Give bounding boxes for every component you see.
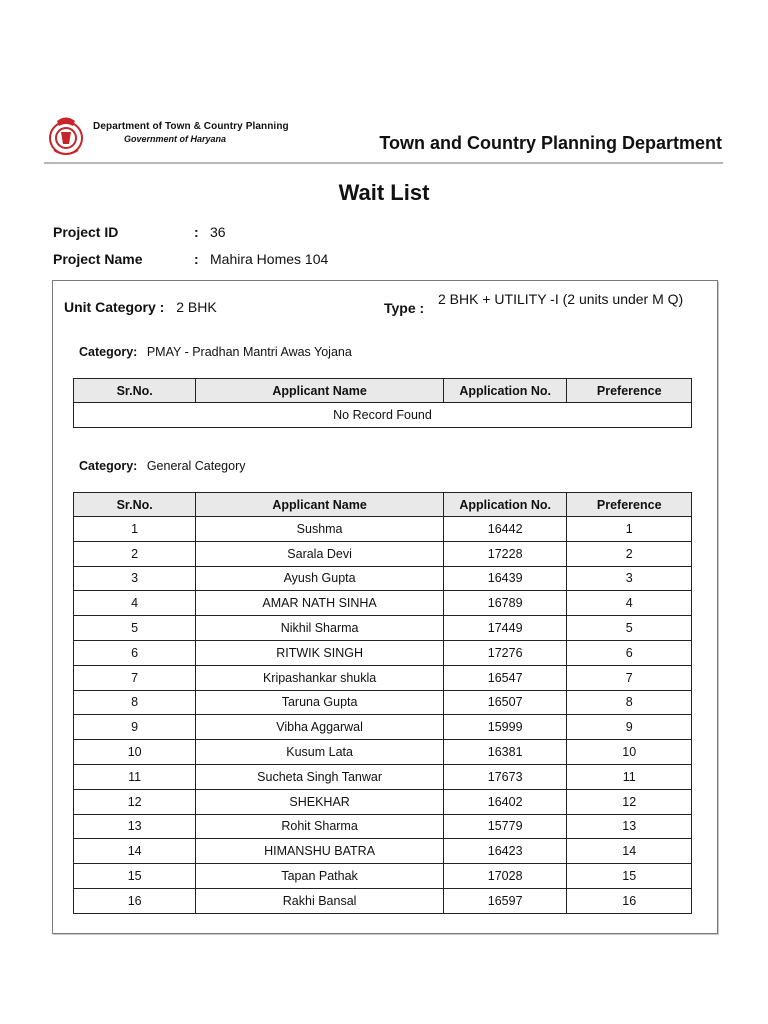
preference: 5 [567, 616, 692, 641]
table-row [74, 690, 692, 715]
table-row [74, 814, 692, 839]
page-title: Wait List [338, 180, 430, 205]
general-table [73, 492, 692, 914]
project-name-label: Project Name [53, 251, 143, 267]
table-row [74, 789, 692, 814]
applicant-name: Taruna Gupta [196, 690, 444, 715]
table-row [74, 640, 692, 665]
application-no: 17228 [443, 541, 567, 566]
table-row [74, 566, 692, 591]
project-id-label: Project ID [53, 224, 119, 240]
applicant-name: Vibha Aggarwal [196, 715, 444, 740]
table-row [74, 864, 692, 889]
sr-no: 14 [74, 839, 196, 864]
application-no: 15999 [443, 715, 567, 740]
applicant-name: Rohit Sharma [196, 814, 444, 839]
col-preference: Preference [567, 379, 692, 403]
applicant-name: SHEKHAR [196, 789, 444, 814]
sr-no: 2 [74, 541, 196, 566]
table-row [74, 665, 692, 690]
application-no: 16439 [443, 566, 567, 591]
application-no: 15779 [443, 814, 567, 839]
sr-no: 1 [74, 517, 196, 542]
sr-no: 3 [74, 566, 196, 591]
haryana-emblem-icon [44, 112, 88, 158]
applicant-name: Sushma [196, 517, 444, 542]
col-sr-no: Sr.No. [74, 379, 196, 403]
applicant-name: Sarala Devi [196, 541, 444, 566]
wait-list-panel [52, 280, 718, 934]
preference: 6 [567, 640, 692, 665]
preference: 13 [567, 814, 692, 839]
no-record-message: No Record Found [74, 403, 692, 428]
preference: 1 [567, 517, 692, 542]
project-id-value: 36 [210, 224, 226, 240]
category-name: General Category [146, 459, 246, 473]
separator: : [194, 224, 199, 240]
application-no: 16789 [443, 591, 567, 616]
application-no: 17028 [443, 864, 567, 889]
col-applicant-name: Applicant Name [196, 493, 444, 517]
category-label: Category: [79, 459, 138, 473]
preference: 3 [567, 566, 692, 591]
table-row [74, 591, 692, 616]
applicant-name: Kusum Lata [196, 740, 444, 765]
application-no: 16507 [443, 690, 567, 715]
col-application-no: Application No. [443, 493, 567, 517]
government-name: Government of Haryana [124, 134, 227, 144]
sr-no: 10 [74, 740, 196, 765]
table-row [74, 888, 692, 913]
separator: : [194, 251, 199, 267]
applicant-name: Nikhil Sharma [196, 616, 444, 641]
preference: 12 [567, 789, 692, 814]
type-label: Type : [384, 300, 425, 316]
preference: 11 [567, 764, 692, 789]
type-value: 2 BHK + UTILITY -I (2 units under M Q) [438, 291, 684, 307]
table-row [74, 764, 692, 789]
organization-title: Town and Country Planning Department [379, 133, 722, 153]
sr-no: 15 [74, 864, 196, 889]
application-no: 17276 [443, 640, 567, 665]
table-row [74, 541, 692, 566]
sr-no: 9 [74, 715, 196, 740]
project-name-value: Mahira Homes 104 [210, 251, 329, 267]
table-row [74, 715, 692, 740]
category-label: Category: [79, 345, 138, 359]
col-preference: Preference [567, 493, 692, 517]
sr-no: 16 [74, 888, 196, 913]
sr-no: 4 [74, 591, 196, 616]
col-applicant-name: Applicant Name [196, 379, 444, 403]
preference: 7 [567, 665, 692, 690]
applicant-name: AMAR NATH SINHA [196, 591, 444, 616]
applicant-name: Rakhi Bansal [196, 888, 444, 913]
empty-row [74, 403, 692, 428]
department-name: Department of Town & Country Planning [93, 121, 289, 132]
unit-category [64, 299, 217, 315]
sr-no: 12 [74, 789, 196, 814]
category-general [79, 459, 246, 473]
unit-category-label: Unit Category : [64, 299, 165, 315]
sr-no: 5 [74, 616, 196, 641]
preference: 16 [567, 888, 692, 913]
page-header [44, 108, 724, 164]
application-no: 16442 [443, 517, 567, 542]
category-pmay [79, 345, 352, 359]
col-sr-no: Sr.No. [74, 493, 196, 517]
applicant-name: HIMANSHU BATRA [196, 839, 444, 864]
table-row [74, 517, 692, 542]
applicant-name: Sucheta Singh Tanwar [196, 764, 444, 789]
application-no: 16547 [443, 665, 567, 690]
applicant-name: Kripashankar shukla [196, 665, 444, 690]
pmay-table [73, 378, 692, 428]
category-name: PMAY - Pradhan Mantri Awas Yojana [146, 345, 352, 359]
sr-no: 11 [74, 764, 196, 789]
preference: 14 [567, 839, 692, 864]
applicant-name: RITWIK SINGH [196, 640, 444, 665]
preference: 15 [567, 864, 692, 889]
application-no: 16381 [443, 740, 567, 765]
preference: 2 [567, 541, 692, 566]
unit-category-value: 2 BHK [176, 299, 217, 315]
applicant-name: Ayush Gupta [196, 566, 444, 591]
application-no: 17673 [443, 764, 567, 789]
preference: 8 [567, 690, 692, 715]
preference: 10 [567, 740, 692, 765]
col-application-no: Application No. [443, 379, 567, 403]
sr-no: 8 [74, 690, 196, 715]
table-header-row [74, 493, 692, 517]
table-header-row [74, 379, 692, 403]
application-no: 16597 [443, 888, 567, 913]
application-no: 17449 [443, 616, 567, 641]
application-no: 16402 [443, 789, 567, 814]
sr-no: 7 [74, 665, 196, 690]
sr-no: 13 [74, 814, 196, 839]
table-row [74, 839, 692, 864]
applicant-name: Tapan Pathak [196, 864, 444, 889]
preference: 4 [567, 591, 692, 616]
application-no: 16423 [443, 839, 567, 864]
sr-no: 6 [74, 640, 196, 665]
table-row [74, 740, 692, 765]
table-row [74, 616, 692, 641]
header-divider [44, 162, 723, 164]
preference: 9 [567, 715, 692, 740]
